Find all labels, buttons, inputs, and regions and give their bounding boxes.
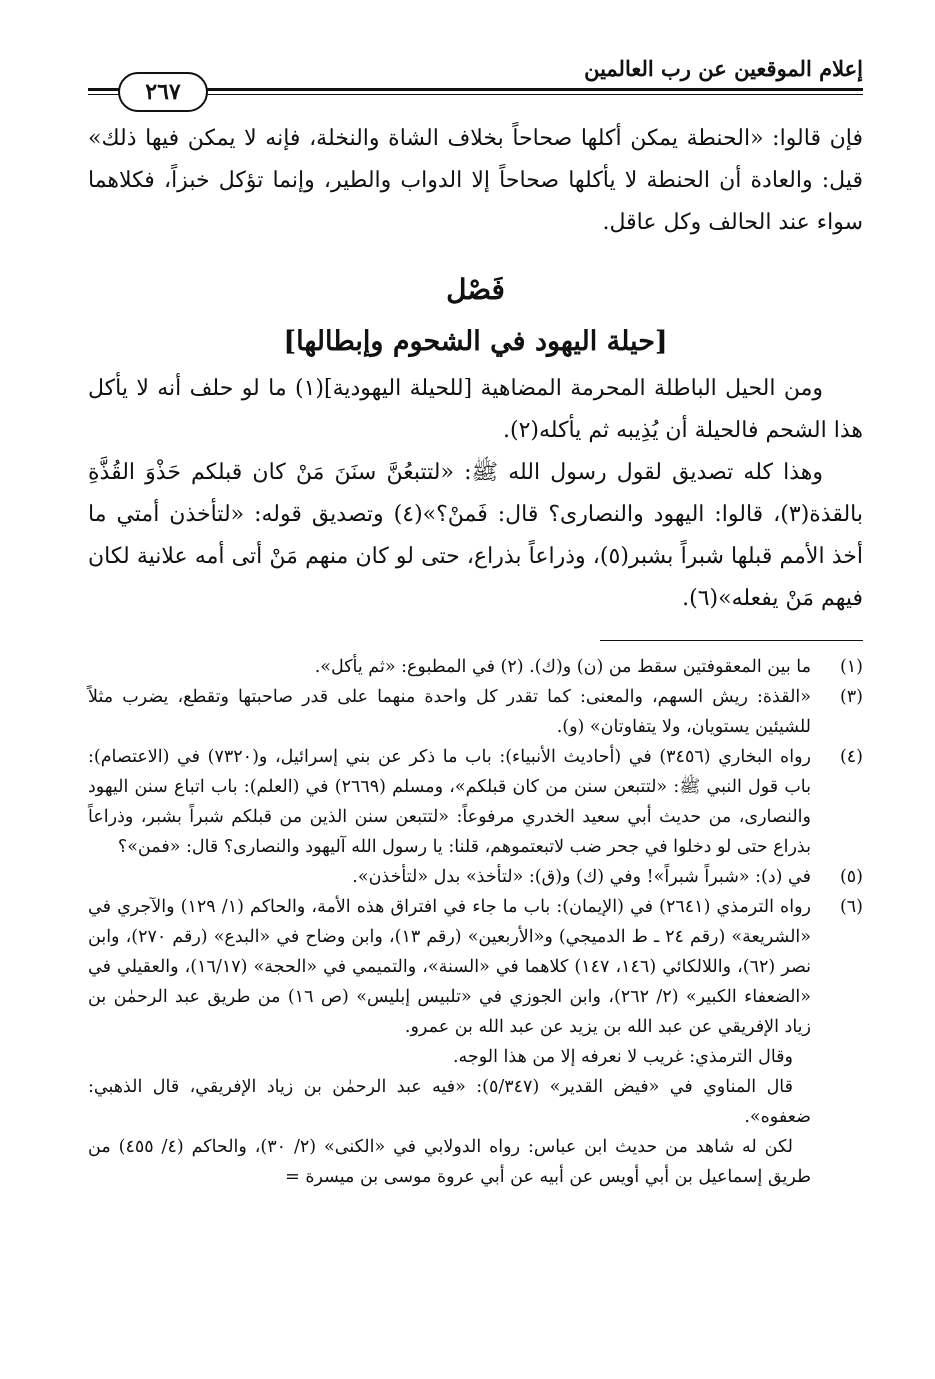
paragraph-2: وهذا كله تصديق لقول رسول الله ﷺ: «لتتبعُنَّ سنَنَ مَنْ كان قبلكم حَذْوَ القُذَّةِ بالقذة(٣)، قالوا: اليهود والنصارى؟ قال: فَمنْ؟»(٤) وتصديق قوله: «لتأخذن أمتي ما أخذ الأمم قبلها شبراً بشبر(٥)، وذراعاً بذراع، حتى لو كان منهم مَنْ أتى أمه علانية لكان فيهم مَنْ يفعله»(٦). bbox=[88, 460, 864, 611]
footnote-text: رواه الترمذي (٢٦٤١) في (الإيمان): باب ما جاء في افتراق هذه الأمة، والحاكم (١/ ١٢٩) والآجري في «الشريعة» (رقم ٢٤ ـ ط الدميجي) و«الأربعين» (رقم ١٣)، وابن وضاح في «البدع» (رقم ٢٧٠)، وابن نصر (٦٢)، واللالكائي (١٤٦، ١٤٧) كلاهما في «السنة»، والتميمي في «الحجة» (١٦/١٧)، والعقيلي في «الضعفاء الكبير» (٢/ ٢٦٢)، وابن الجوزي في «تلبيس إبليس» (ص ١٦) من طريق عبد الرحمٰن بن زياد الإفريقي عن عبد الله بن يزيد عن عبد الله بن عمرو. bbox=[88, 897, 812, 1037]
footnote-number: (١) bbox=[839, 657, 863, 677]
footnote bbox=[88, 652, 863, 682]
footnote-text: ما بين المعقوفتين سقط من (ن) و(ك). (٢) في المطبوع: «ثم يأكل». bbox=[314, 657, 811, 677]
footnote-continuation: قال المناوي في «فيض القدير» (٥/٣٤٧): «فيه عبد الرحمٰن بن زياد الإفريقي، قال الذهبي: ضعفوه». bbox=[88, 1077, 811, 1127]
intro-paragraph: فإن قالوا: «الحنطة يمكن أكلها صحاحاً بخلاف الشاة والنخلة، فإنه لا يمكن فيها ذلك» قيل: والعادة أن الحنطة لا يأكلها صحاحاً إلا الدواب والطير، وإنما تؤكل خبزاً، فكلاهما سواء عند الحالف وكل عاقل. bbox=[88, 126, 863, 235]
section-title: فَصْل bbox=[446, 273, 505, 306]
footnote-text: رواه البخاري (٣٤٥٦) في (أحاديث الأنبياء): باب ما ذكر عن بني إسرائيل، و(٧٣٢٠) في (الاعتصام): باب قول النبي ﷺ: «لتتبعن سنن من كان قبلكم»، ومسلم (٢٦٦٩) في (العلم): باب اتباع سنن اليهود والنصارى، من حديث أبي سعيد الخدري مرفوعاً: «لتتبعن سنن الذين من قبلكم شبراً بشبر، وذراعاً بذراع حتى لو دخلوا في جحر ضب لاتبعتموهم، قلنا: يا رسول الله آليهود والنصارى؟ قال: «فمن»؟ bbox=[88, 747, 812, 857]
footnote bbox=[88, 862, 863, 892]
paragraph-1: ومن الحيل الباطلة المحرمة المضاهية [للحيلة اليهودية](١) ما لو حلف أنه لا يأكل هذا الشحم فالحيلة أن يُذِيبه ثم يأكله(٢). bbox=[88, 376, 863, 443]
footnote-number: (٥) bbox=[839, 867, 863, 887]
main-text bbox=[88, 118, 863, 620]
running-title: إعلام الموقعين عن رب العالمين bbox=[584, 56, 863, 81]
footnote-continuation: لكن له شاهد من حديث ابن عباس: رواه الدولابي في «الكنى» (٢/ ٣٠)، والحاكم (٤/ ٤٥٥) من طريق إسماعيل بن أبي أويس عن أبيه عن أبي عروة موسى بن ميسرة = bbox=[88, 1137, 811, 1187]
footnote-number: (٤) bbox=[839, 747, 863, 767]
footnote-separator bbox=[600, 640, 863, 641]
footnote bbox=[88, 892, 863, 1042]
page-number: ٢٦٧ bbox=[118, 72, 208, 112]
footnote-text: «القذة: ريش السهم، والمعنى: كما تقدر كل واحدة منهما على قدر صاحبتها وتقطع، يضرب مثلاً للشيئين يستويان، ولا يتفاوتان» (و). bbox=[88, 687, 811, 737]
footnote-text: في (د): «شبراً شبراً»! وفي (ك) و(ق): «لتأخذ» بدل «لتأخذن». bbox=[352, 867, 811, 887]
footnote-number: (٦) bbox=[839, 897, 863, 917]
footnote-number: (٣) bbox=[839, 687, 863, 707]
footnote bbox=[88, 742, 863, 862]
footnotes bbox=[88, 652, 863, 1192]
footnote-continuation: وقال الترمذي: غريب لا نعرفه إلا من هذا الوجه. bbox=[452, 1047, 793, 1067]
footnote bbox=[88, 682, 863, 742]
section-subtitle: [حيلة اليهود في الشحوم وإبطالها] bbox=[283, 326, 668, 357]
